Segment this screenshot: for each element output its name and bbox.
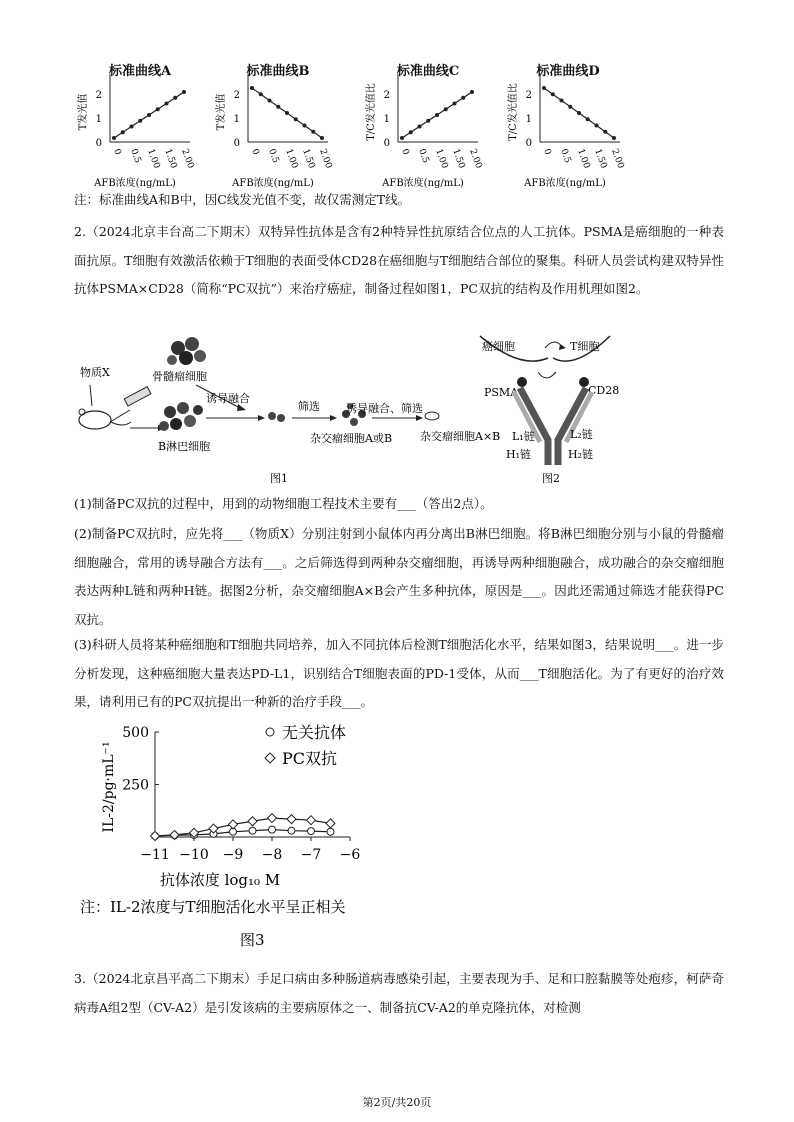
fig3-y-tick-label: 250 xyxy=(122,777,149,794)
fig3-point-circle xyxy=(327,828,334,835)
fig3-point-diamond xyxy=(151,831,160,840)
q2-sub3: (3)科研人员将某种癌细胞和T细胞共同培养，加入不同抗体后检测T细胞活化水平，结果如图3，结果说明___。进一步分析发现，这种癌细胞大量表达PD-L1，识别结合T细胞表面的PD-1受体，从而___T细胞活化。为了有更好的治疗效果，请利用已有的PC双抗提出一种新的治疗手段___。 xyxy=(74,637,724,709)
fig2-cd28-label: CD28 xyxy=(588,384,620,397)
q2-sub2: (2)制备PC双抗时，应先将___（物质X）分别注射到小鼠体内再分离出B淋巴细胞。将B淋巴细胞分别与小鼠的骨髓瘤细胞融合，常用的诱导融合方法有___。之后筛选得到两种杂交瘤细胞，再诱导两种细胞融合，成功融合的杂交瘤细胞表达两种L链和两种H链。据图2分析，杂交瘤细胞A×B会产生多种抗体，原因是___。因此还需通过筛选才能获得PC双抗。 xyxy=(74,526,724,627)
figure-3-chart xyxy=(0,715,794,955)
y-tick-label: 1 xyxy=(525,114,532,125)
fig2-psma-label: PSMA xyxy=(484,386,519,399)
fig2-l1-label: L₁链 xyxy=(512,430,535,443)
standard-curve-2 xyxy=(364,74,484,189)
standard-curve-1 xyxy=(214,74,334,189)
chart-b-title: 标准曲线B xyxy=(246,64,310,79)
fig3-point-diamond xyxy=(229,820,238,829)
x-tick-label: 0 xyxy=(399,147,411,157)
fig3-point-circle xyxy=(308,828,315,835)
curve-point xyxy=(294,117,298,121)
x-tick-label: 2.00 xyxy=(317,147,334,170)
curve-point xyxy=(568,105,572,109)
page-footer: 第2页/共20页 xyxy=(362,1096,432,1109)
x-tick-label: 1.50 xyxy=(300,147,317,170)
fig3-point-circle xyxy=(288,827,295,834)
fig3-x-tick-label: −11 xyxy=(140,847,170,863)
curve-point xyxy=(112,136,116,140)
curve-point xyxy=(435,113,439,117)
y-axis-label: T发光值 xyxy=(78,93,89,131)
fig3-x-tick-label: −9 xyxy=(222,847,244,863)
curve-point xyxy=(444,107,448,111)
curve-point xyxy=(577,111,581,115)
curve-point xyxy=(400,136,404,140)
curve-point xyxy=(259,92,263,96)
standard-curves-row xyxy=(0,0,794,207)
x-tick-label: 1.50 xyxy=(162,147,179,170)
x-tick-label: 0.5 xyxy=(128,147,143,165)
curve-point xyxy=(311,130,315,134)
fig1-hybridoma-ab-label: 杂交瘤细胞A或B xyxy=(310,432,393,445)
curve-point xyxy=(165,102,169,106)
fig3-point-circle xyxy=(249,827,256,834)
curve-point xyxy=(130,125,134,129)
curve-point xyxy=(138,119,142,123)
y-tick-label: 2 xyxy=(95,90,102,101)
x-tick-label: 0 xyxy=(111,147,123,157)
fig3-point-diamond xyxy=(248,817,257,826)
y-tick-label: 2 xyxy=(233,90,240,101)
x-tick-label: 2.00 xyxy=(467,147,484,170)
fig2-h1-label: H₁链 xyxy=(506,448,532,461)
x-tick-label: 1.50 xyxy=(450,147,467,170)
fig3-series-1-line xyxy=(155,818,331,836)
x-tick-label: 0.5 xyxy=(266,147,281,165)
x-tick-label: 2.00 xyxy=(609,147,626,170)
x-tick-label: 0 xyxy=(541,147,553,157)
fig3-point-diamond xyxy=(170,830,179,839)
fig3-note: 注：IL-2浓度与T细胞活化水平呈正相关 xyxy=(80,898,346,916)
y-tick-label: 1 xyxy=(383,114,390,125)
fig3-caption: 图3 xyxy=(240,931,265,949)
x-axis-label: AFB浓度(ng/mL) xyxy=(382,178,464,189)
fig1-screen-label: 筛选 xyxy=(298,400,320,413)
q3-intro: 3.（2024北京昌平高二下期末）手足口病由多种肠道病毒感染引起，主要表现为手、足和口腔黏膜等处疱疹，柯萨奇病毒A组2型（CV-A2）是引发该病的主要病原体之一、制备抗CV-A2的单克隆抗体，对检测 xyxy=(74,971,724,1015)
fig1-caption: 图1 xyxy=(270,472,288,485)
y-tick-label: 1 xyxy=(233,114,240,125)
legend-label: 无关抗体 xyxy=(282,723,347,742)
fig3-x-tick-label: −6 xyxy=(339,847,361,863)
curve-point xyxy=(470,90,474,94)
legend-label: PC双抗 xyxy=(282,749,338,768)
y-tick-label: 2 xyxy=(525,90,532,101)
fig3-y-axis-label: IL-2/pg·mL⁻¹ xyxy=(101,741,117,833)
fig1-b-cell-label: B淋巴细胞 xyxy=(158,440,211,453)
curve-point xyxy=(453,102,457,106)
y-tick-label: 0 xyxy=(95,138,102,149)
chart-d-title: 标准曲线D xyxy=(536,64,600,79)
curve-point xyxy=(551,92,555,96)
y-tick-label: 0 xyxy=(233,138,240,149)
curve-point xyxy=(276,105,280,109)
fig3-series-0-line xyxy=(155,830,331,836)
fig2-h2-label: H₂链 xyxy=(568,448,594,461)
figure-1 xyxy=(79,337,500,485)
x-tick-label: 2.00 xyxy=(179,147,196,170)
fig3-point-diamond xyxy=(268,814,277,823)
x-tick-label: 1.00 xyxy=(575,147,592,170)
curve-point xyxy=(156,107,160,111)
x-axis-label: AFB浓度(ng/mL) xyxy=(232,178,314,189)
curve-point xyxy=(147,113,151,117)
fig3-point-diamond xyxy=(287,815,296,824)
x-axis-label: AFB浓度(ng/mL) xyxy=(524,178,606,189)
fig2-l2-label: L₂链 xyxy=(570,428,593,441)
fig1-induce-fuse-screen-label: 诱导融合、筛选 xyxy=(346,402,423,415)
y-axis-label: T/C发光值比 xyxy=(366,83,377,141)
x-tick-label: 0.5 xyxy=(416,147,431,165)
y-tick-label: 0 xyxy=(383,138,390,149)
curve-point xyxy=(612,136,616,140)
x-axis-label: AFB浓度(ng/mL) xyxy=(94,178,176,189)
fig2-cancer-cell-label: 癌细胞 xyxy=(482,340,515,353)
x-tick-label: 1.00 xyxy=(433,147,450,170)
fig1-induce-fuse-label: 诱导融合 xyxy=(206,392,250,405)
figures-1-2 xyxy=(0,330,794,490)
standard-curve-0 xyxy=(76,74,196,189)
fig3-point-diamond xyxy=(307,816,316,825)
curve-point xyxy=(121,130,125,134)
chart-c-title: 标准曲线C xyxy=(396,64,460,79)
myeloma-cells-icon xyxy=(167,337,206,365)
x-tick-label: 0 xyxy=(249,147,261,157)
fig3-point-circle xyxy=(269,826,276,833)
curve-point xyxy=(285,111,289,115)
y-axis-label: T/C发光值比 xyxy=(508,83,519,141)
syringe-icon xyxy=(110,387,151,422)
standard-curves-svg xyxy=(0,0,794,195)
curve-point xyxy=(182,90,186,94)
fig3-point-diamond xyxy=(326,819,335,828)
x-tick-label: 0.5 xyxy=(558,147,573,165)
chart-a-title: 标准曲线A xyxy=(108,64,172,79)
fig2-t-cell-label: T细胞 xyxy=(570,340,600,353)
figure-2 xyxy=(480,336,619,485)
fig1-myeloma-label: 骨髓瘤细胞 xyxy=(152,370,207,383)
curve-point xyxy=(595,124,599,128)
b-lymphocytes-icon xyxy=(159,402,203,431)
curve-point xyxy=(542,86,546,90)
q2-sub1: (1)制备PC双抗的过程中，用到的动物细胞工程技术主要有___（答出2点）。 xyxy=(74,496,493,511)
curve-point xyxy=(586,117,590,121)
legend-marker-circle xyxy=(266,728,274,736)
x-tick-label: 1.00 xyxy=(145,147,162,170)
q2-intro: 2.（2024北京丰台高二下期末）双特异性抗体是含有2种特异性抗原结合位点的人工抗体。PSMA是癌细胞的一种表面抗原。T细胞有效激活依赖于T细胞的表面受体CD28在癌细胞与T细胞结合部位的聚集。科研人员尝试构建双特异性抗体PSMA×CD28（简称“PC双抗”）来治疗癌症，制备过程如图1，PC双抗的结构及作用机理如图2。 xyxy=(74,224,724,296)
fig3-x-tick-label: −8 xyxy=(261,847,283,863)
curve-point xyxy=(418,125,422,129)
curve-point xyxy=(603,130,607,134)
curve-point xyxy=(461,96,465,100)
curve-point xyxy=(250,86,254,90)
curve-point xyxy=(560,99,564,103)
fig1-substance-x-label: 物质X xyxy=(80,366,110,379)
mouse-icon xyxy=(79,411,111,429)
legend-marker-diamond xyxy=(265,753,275,763)
curve-point xyxy=(409,130,413,134)
y-tick-label: 2 xyxy=(383,90,390,101)
curve-point xyxy=(320,136,324,140)
x-tick-label: 1.00 xyxy=(283,147,300,170)
curve-point xyxy=(303,124,307,128)
fig3-x-tick-label: −10 xyxy=(179,847,209,863)
curve-point xyxy=(268,99,272,103)
y-tick-label: 0 xyxy=(525,138,532,149)
fig1-hybridoma-axb-label: 杂交瘤细胞A×B xyxy=(420,430,501,443)
fig3-x-tick-label: −7 xyxy=(300,847,322,863)
hybridoma-axb-icon xyxy=(425,412,439,420)
y-tick-label: 1 xyxy=(95,114,102,125)
fig3-x-axis-label: 抗体浓度 log₁₀ M xyxy=(159,871,281,889)
x-tick-label: 1.50 xyxy=(592,147,609,170)
standard-curves-note: 注：标准曲线A和B中，因C线发光值不变，故仅需测定T线。 xyxy=(74,192,411,207)
curve-point xyxy=(426,119,430,123)
fig3-y-tick-label: 500 xyxy=(122,725,149,741)
fig2-caption: 图2 xyxy=(542,472,560,485)
standard-curve-3 xyxy=(506,74,626,189)
y-axis-label: T发光值 xyxy=(216,93,227,131)
curve-point xyxy=(173,96,177,100)
